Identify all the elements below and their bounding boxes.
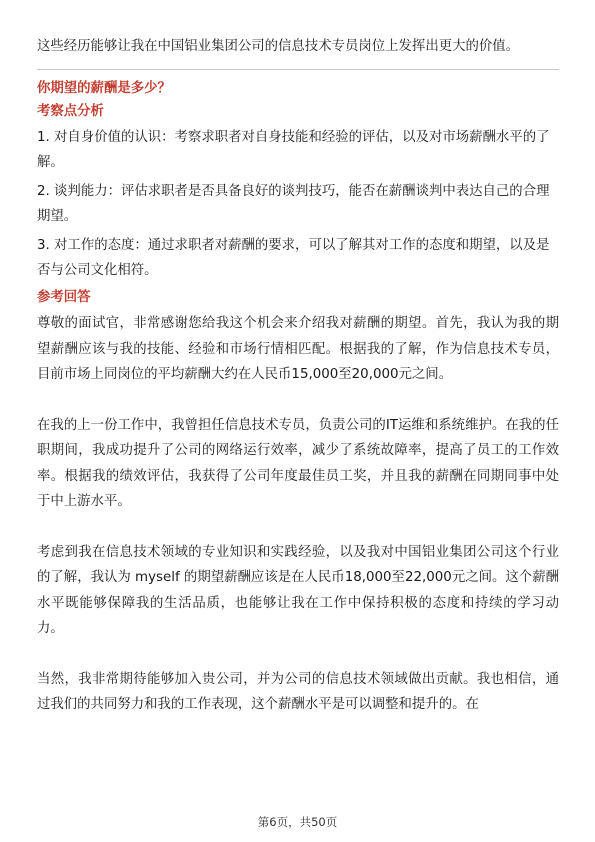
analysis-heading: 考察点分析 [37,104,104,119]
intro-tail-paragraph: 这些经历能够让我在中国铝业集团公司的信息技术专员岗位上发挥出更大的价值。 [37,39,520,54]
reference-answer [37,311,559,718]
answer-paragraph-1: 尊敬的面试官，非常感谢您给我这个机会来介绍我对薪酬的期望。首先，我认为我的期望薪酬应该与我的技能、经验和市场行情相匹配。根据我的了解，作为信息技术专员，目前市场上同岗位的平均薪酬大约在人民币15,000至20,000元之间。 [37,316,559,382]
reference-heading: 参考回答 [37,290,91,305]
answer-paragraph-3: 考虑到我在信息技术领域的专业知识和实践经验，以及我对中国铝业集团公司这个行业的了解，我认为 myself 的期望薪酬应该是在人民币18,000至22,000元之间。这个薪酬水平既能够保障我的生活品质，也能够让我在工作中保持积极的态度和持续的学习动力。 [37,544,559,636]
analysis-item-2: 2. 谈判能力：评估求职者是否具备良好的谈判技巧，能否在薪酬谈判中表达自己的合理期望。 [37,184,550,224]
page-number: 第6页，共50页 [257,815,338,829]
answer-paragraph-4: 当然，我非常期待能够加入贵公司，并为公司的信息技术领域做出贡献。我也相信，通过我们的共同努力和我的工作表现，这个薪酬水平是可以调整和提升的。在 [37,671,559,712]
question-title: 你期望的薪酬是多少？ [37,81,171,96]
section-divider [37,69,559,70]
analysis-item-1: 1. 对自身价值的认识：考察求职者对自身技能和经验的评估，以及对市场薪酬水平的了解。 [37,130,550,170]
analysis-list [37,125,559,283]
analysis-item-3: 3. 对工作的态度：通过求职者对薪酬的要求，可以了解其对工作的态度和期望，以及是否与公司文化相符。 [37,238,550,278]
page-content [37,34,559,718]
answer-paragraph-2: 在我的上一份工作中，我曾担任信息技术专员，负责公司的IT运维和系统维护。在我的任职期间，我成功提升了公司的网络运行效率，减少了系统故障率，提高了员工的工作效率。根据我的绩效评估，我获得了公司年度最佳员工奖，并且我的薪酬在同期同事中处于中上游水平。 [37,417,559,509]
